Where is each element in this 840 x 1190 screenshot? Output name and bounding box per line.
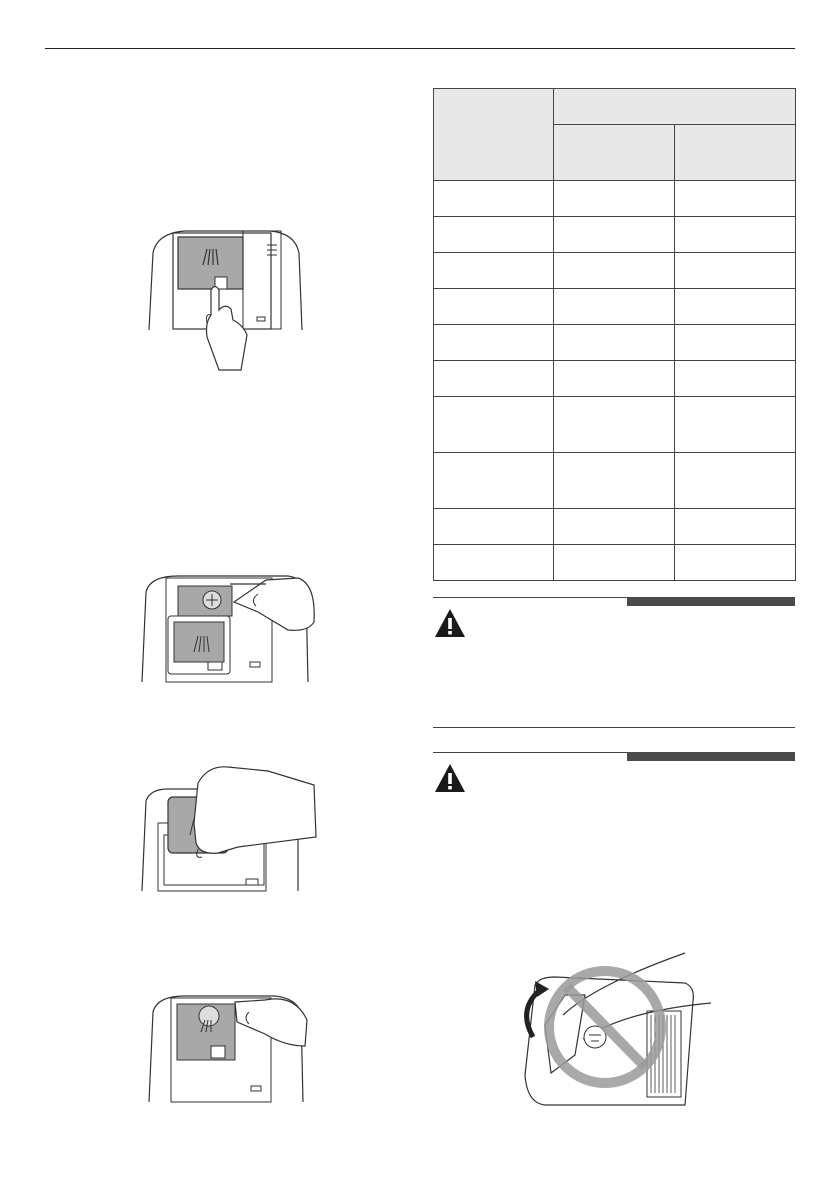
warning-1 (433, 597, 795, 707)
table-row (434, 253, 796, 289)
table-header-cell (434, 89, 554, 181)
table-row (434, 181, 796, 217)
header-rule (45, 48, 795, 49)
table-row (434, 509, 796, 545)
table-row (434, 397, 796, 453)
figure-do-not-open-during-cycle (505, 945, 720, 1110)
figure-turn-selector-dial (138, 572, 318, 687)
section-separator (433, 727, 795, 728)
table-header-cell (675, 125, 796, 181)
settings-table (433, 88, 796, 581)
table-row (434, 361, 796, 397)
warning-triangle-icon (433, 607, 467, 639)
table-header-cell (554, 125, 675, 181)
table-header-cell (554, 89, 796, 125)
table-row (434, 289, 796, 325)
table-row (434, 453, 796, 509)
table-row (434, 217, 796, 253)
warning-triangle-icon (433, 762, 467, 794)
figure-close-dispenser-lid (138, 763, 320, 893)
figure-press-cap-release (145, 225, 305, 375)
warning-2 (433, 752, 795, 792)
table-row (434, 325, 796, 361)
table-row (434, 545, 796, 581)
figure-check-selector-dial (145, 990, 310, 1105)
